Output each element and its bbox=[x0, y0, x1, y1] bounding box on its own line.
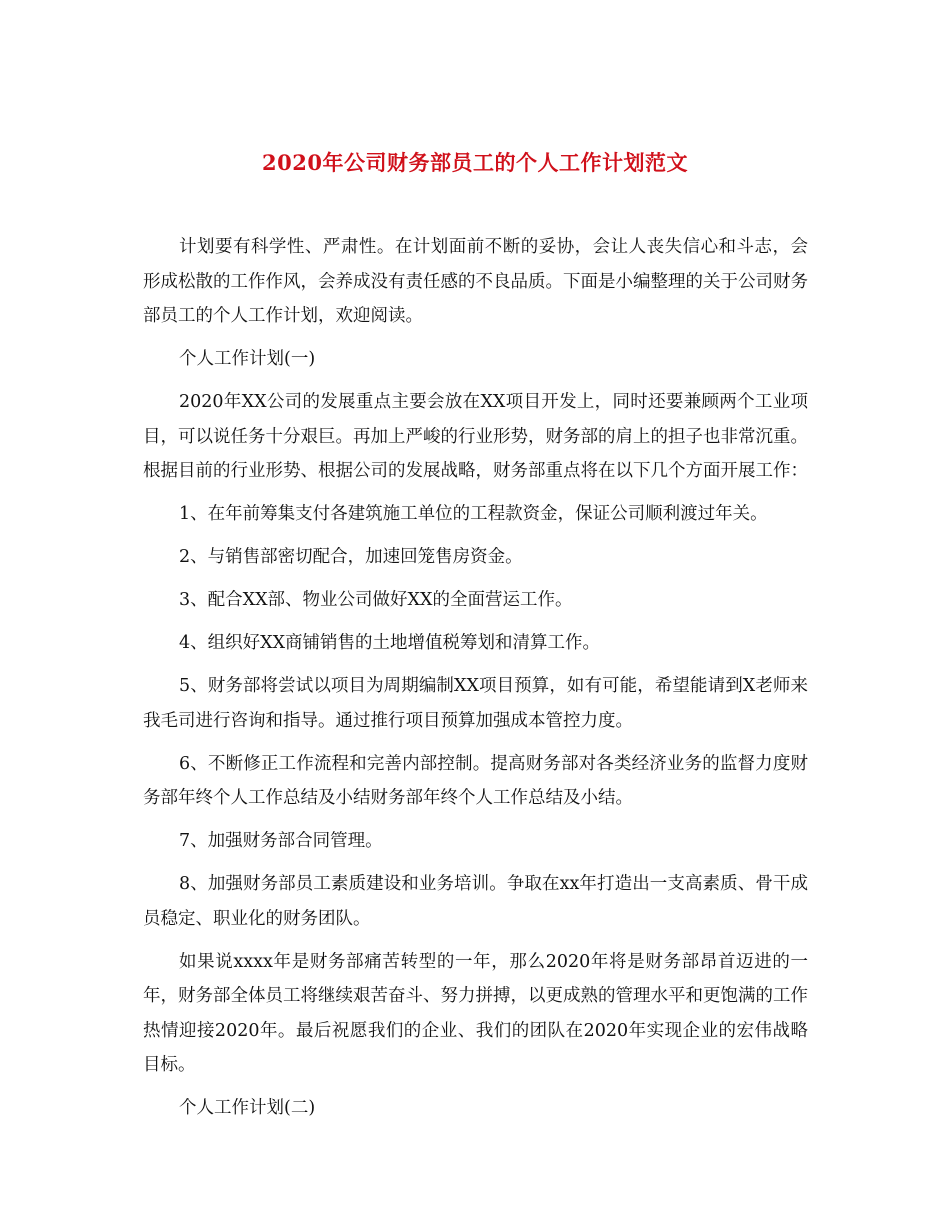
intro-paragraph: 计划要有科学性、严肃性。在计划面前不断的妥协，会让人丧失信心和斗志，会形成松散的工作作风，会养成没有责任感的不良品质。下面是小编整理的关于公司财务部员工的个人工作计划，欢迎阅读。 bbox=[143, 237, 808, 326]
list-item-3: 3、配合XX部、物业公司做好XX的全面营运工作。 bbox=[179, 590, 573, 610]
list-item-5: 5、财务部将尝试以项目为周期编制XX项目预算，如有可能，希望能请到X老师来我毛司进行咨询和指导。通过推行项目预算加强成本管控力度。 bbox=[143, 676, 808, 731]
list-item-2: 2、与销售部密切配合，加速回笼售房资金。 bbox=[179, 547, 523, 567]
list-item-1: 1、在年前筹集支付各建筑施工单位的工程款资金，保证公司顺利渡过年关。 bbox=[179, 504, 768, 524]
section-heading-plan-1: 个人工作计划(一) bbox=[179, 349, 316, 369]
section-heading-plan-2: 个人工作计划(二) bbox=[179, 1098, 316, 1118]
document-title: 2020年公司财务部员工的个人工作计划范文 bbox=[262, 150, 688, 175]
list-item-8: 8、加强财务部员工素质建设和业务培训。争取在xx年打造出一支高素质、骨干成员稳定、职业化的财务团队。 bbox=[143, 874, 808, 929]
list-item-7: 7、加强财务部合同管理。 bbox=[179, 831, 383, 851]
document-body bbox=[143, 230, 808, 1134]
plan-1-overview-paragraph: 2020年XX公司的发展重点主要会放在XX项目开发上，同时还要兼顾两个工业项目，可以说任务十分艰巨。再加上严峻的行业形势，财务部的肩上的担子也非常沉重。根据目前的行业形势、根据公司的发展战略，财务部重点将在以下几个方面开展工作： bbox=[143, 392, 808, 481]
list-item-6: 6、不断修正工作流程和完善内部控制。提高财务部对各类经济业务的监督力度财务部年终个人工作总结及小结财务部年终个人工作总结及小结。 bbox=[143, 753, 808, 808]
conclusion-paragraph: 如果说xxxx年是财务部痛苦转型的一年，那么2020年将是财务部昂首迈进的一年，财务部全体员工将继续艰苦奋斗、努力拼搏，以更成熟的管理水平和更饱满的工作热情迎接2020年。最后祝愿我们的企业、我们的团队在2020年实现企业的宏伟战略目标。 bbox=[143, 951, 808, 1075]
list-item-4: 4、组织好XX商铺销售的土地增值税筹划和清算工作。 bbox=[179, 633, 601, 653]
